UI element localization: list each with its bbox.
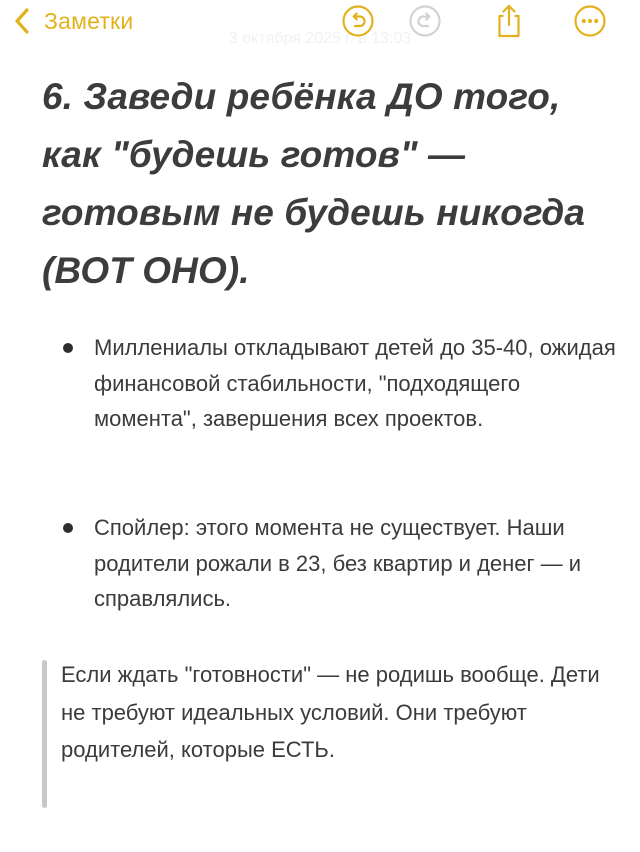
redo-icon[interactable] xyxy=(408,4,442,38)
bullet-dot xyxy=(63,343,73,353)
list-item xyxy=(60,510,620,617)
quote-bar xyxy=(42,660,47,808)
bullet-list xyxy=(60,330,620,437)
quote-text: Если ждать "готовности" — не родишь вообще. Дети не требуют идеальных условий. Они требуют родителей, которые ЕСТЬ. xyxy=(61,662,600,762)
list-item-text: Спойлер: этого момента не существует. Наши родители рожали в 23, без квартир и денег — и справлялись. xyxy=(94,515,582,611)
back-button-label: Заметки xyxy=(44,7,134,34)
navigation-bar xyxy=(0,0,640,47)
more-icon[interactable] xyxy=(573,4,607,38)
undo-icon[interactable] xyxy=(341,4,375,38)
bullet-dot xyxy=(63,523,73,533)
note-heading: 6. Заведи ребёнка ДО того, как "будешь готов" — готовым не будешь никогда (ВОТ ОНО). xyxy=(42,76,585,291)
block-quote xyxy=(42,656,602,808)
note-timestamp: 3 октября 2025 г. в 13:03 xyxy=(228,30,412,47)
share-icon[interactable] xyxy=(492,4,526,38)
list-item xyxy=(60,330,620,437)
list-item-text: Миллениалы откладывают детей до 35-40, ожидая финансовой стабильности, "подходящего момента", завершения всех проектов. xyxy=(94,335,616,431)
bullet-list xyxy=(60,510,620,617)
